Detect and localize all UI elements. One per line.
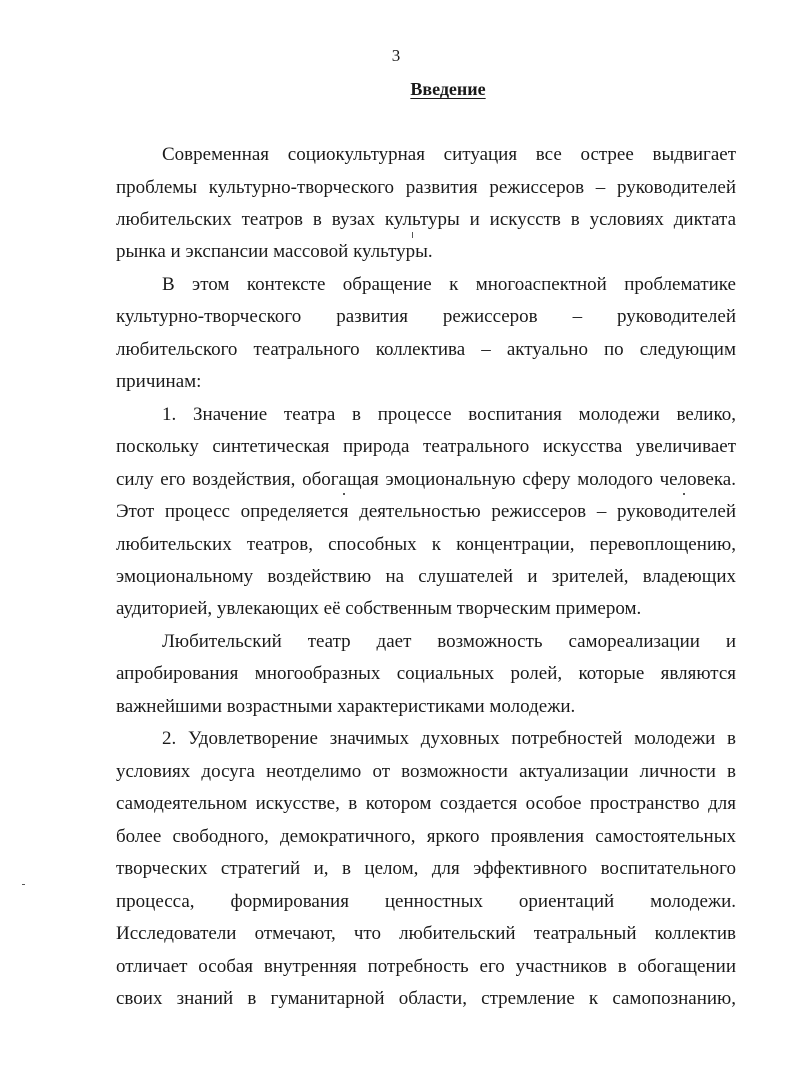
text-line: творческих стратегий и, в целом, для эффективного воспитательного [116, 858, 736, 879]
text-line: культурно-творческого развития режиссеров – руководителей [116, 306, 736, 327]
page-number: 3 [391, 46, 401, 65]
text-line: рынка и экспансии массовой культуры. [116, 241, 433, 262]
text-line: силу его воздействия, обогащая эмоциональную сферу молодого человека. [116, 469, 736, 490]
text-line: проблемы культурно-творческого развития режиссеров – руководителей [116, 177, 736, 198]
text-line: апробирования многообразных социальных ролей, которые являются [116, 663, 736, 684]
text-line: эмоциональному воздействию на слушателей и зрителей, владеющих [116, 566, 736, 587]
text-line: своих знаний в гуманитарной области, стремление к самопознанию, [116, 988, 736, 1009]
section-heading: Введение [410, 79, 486, 99]
text-line: поскольку синтетическая природа театрального искусства увеличивает [116, 436, 736, 457]
scan-speck [343, 493, 345, 495]
text-line: отличает особая внутренняя потребность его участников в обогащении [116, 956, 736, 977]
text-line: Современная социокультурная ситуация все острее выдвигает [162, 144, 736, 165]
text-line: важнейшими возрастными характеристиками молодежи. [116, 696, 576, 717]
text-line: процесса, формирования ценностных ориентаций молодежи. [116, 891, 736, 912]
text-line: условиях досуга неотделимо от возможности актуализации личности в [116, 761, 736, 782]
text-line: любительских театров в вузах культуры и искусств в условиях диктата [116, 209, 736, 230]
text-line: Любительский театр дает возможность самореализации и [162, 631, 736, 652]
text-line: любительских театров, способных к концентрации, перевоплощению, [116, 534, 736, 555]
text-line: самодеятельном искусстве, в котором создается особое пространство для [116, 793, 736, 814]
text-line: причинам: [116, 371, 202, 392]
text-line: Этот процесс определяется деятельностью режиссеров – руководителей [116, 501, 736, 522]
text-line: 2. Удовлетворение значимых духовных потребностей молодежи в [162, 728, 736, 749]
text-line: аудиторией, увлекающих её собственным творческим примером. [116, 598, 642, 619]
text-line: более свободного, демократичного, яркого проявления самостоятельных [116, 826, 736, 847]
scan-speck [412, 232, 413, 238]
text-line: любительского театрального коллектива – актуально по следующим [116, 339, 736, 360]
scan-speck [683, 493, 685, 495]
scan-speck [22, 884, 25, 885]
text-line: 1. Значение театра в процессе воспитания молодежи велико, [162, 404, 736, 425]
text-line: В этом контексте обращение к многоаспектной проблематике [162, 274, 736, 295]
text-line: Исследователи отмечают, что любительский театральный коллектив [116, 923, 736, 944]
